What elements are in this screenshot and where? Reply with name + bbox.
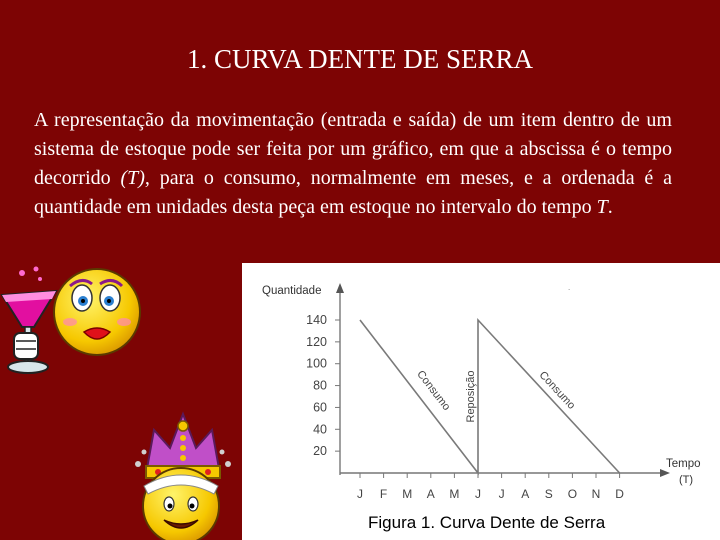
x-tick-label: D xyxy=(615,487,624,501)
body-paragraph xyxy=(34,106,672,222)
tick-mark-top: . xyxy=(568,283,571,292)
x-tick-label: M xyxy=(402,487,413,501)
y-tick-label: 40 xyxy=(313,422,327,437)
series-line-stock xyxy=(360,320,620,473)
x-tick-label: J xyxy=(498,487,505,501)
woman-smiley-icon xyxy=(52,262,142,362)
page-number: 2 xyxy=(668,509,675,523)
paragraph-end: . xyxy=(607,196,613,218)
x-axis-label-unit: (T) xyxy=(679,474,694,486)
annotation-consumo-1: Consumo xyxy=(414,368,453,413)
sawtooth-chart xyxy=(242,263,720,540)
x-tick-label: O xyxy=(567,487,578,501)
figure-caption: Figura 1. Curva Dente de Serra xyxy=(368,513,606,532)
y-tick-label: 140 xyxy=(306,313,327,327)
king-smiley-icon xyxy=(140,466,222,540)
y-tick-label: 120 xyxy=(306,334,327,349)
y-tick-label: 80 xyxy=(313,378,327,393)
y-axis-label: Quantidade xyxy=(262,285,322,297)
x-tick-label: S xyxy=(544,487,553,501)
paragraph-t-paren: (T), xyxy=(120,167,150,189)
x-tick-label: N xyxy=(591,487,601,501)
x-axis-label: Tempo xyxy=(666,458,701,470)
annotation-consumo-2: Consumo xyxy=(536,369,578,412)
x-tick-label: A xyxy=(426,487,435,501)
x-axis xyxy=(340,469,670,477)
y-tick-label: 20 xyxy=(313,444,327,459)
slide-title: 1. CURVA DENTE DE SERRA xyxy=(186,44,534,74)
x-tick-label: M xyxy=(449,487,460,501)
paragraph-part-2: para o consumo, normalmente em meses, e a ordenada é a quantidade em unidades desta peça em estoque no intervalo do tempo xyxy=(34,167,672,218)
cocktail-glass-icon xyxy=(0,265,60,380)
x-tick-label: F xyxy=(379,487,388,501)
annotation-reposicao: Reposição xyxy=(465,370,477,423)
paragraph-part-1: A representação da movimentação (entrada e saída) de um item dentro de um sistema de estoque pode ser feita por um gráfico, em que a abscissa é o tempo decorrido xyxy=(34,109,672,189)
x-tick-label: J xyxy=(475,487,481,501)
paragraph-t-final: T xyxy=(596,196,608,218)
y-tick-label: 100 xyxy=(306,356,327,371)
y-tick-label: 60 xyxy=(313,400,327,415)
x-tick-label: J xyxy=(357,487,363,501)
y-axis xyxy=(336,283,344,475)
x-tick-label: A xyxy=(521,487,530,501)
